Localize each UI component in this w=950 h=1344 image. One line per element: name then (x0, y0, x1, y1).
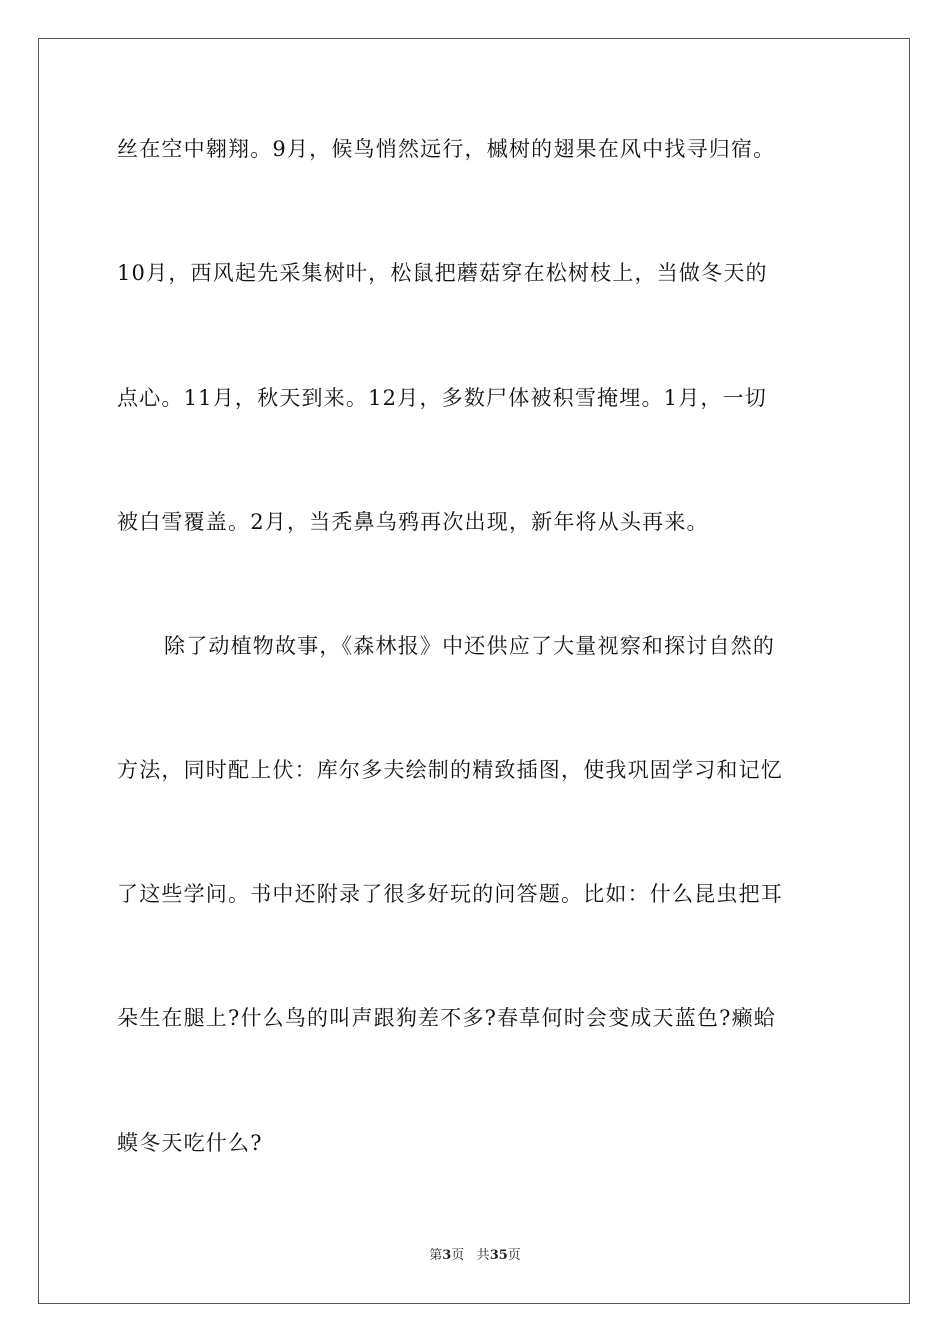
footer-total-pages: 35 (489, 1248, 508, 1263)
page-border (38, 38, 910, 1304)
body-line-6: 方法，同时配上伏：库尔多夫绘制的精致插图，使我巩固学习和记忆 (117, 758, 783, 782)
footer-total-prefix: 共 (476, 1248, 490, 1263)
footer-page-number: 3 (442, 1248, 452, 1263)
body-line-1: 丝在空中翱翔。9月，候鸟悄然远行，槭树的翅果在风中找寻归宿。 (117, 137, 776, 161)
body-line-3: 点心。11月，秋天到来。12月，多数尸体被积雪掩埋。1月，一切 (117, 386, 768, 410)
footer-page-prefix: 第 (429, 1248, 443, 1263)
body-line-5: 除了动植物故事，《森林报》中还供应了大量视察和探讨自然的 (164, 634, 776, 658)
body-line-4: 被白雪覆盖。2月，当秃鼻乌鸦再次出现，新年将从头再来。 (117, 510, 709, 534)
body-line-7: 了这些学问。书中还附录了很多好玩的问答题。比如：什么昆虫把耳 (117, 882, 783, 906)
footer-total-suffix: 页 (507, 1248, 521, 1263)
body-line-9: 蟆冬天吃什么? (117, 1131, 263, 1155)
body-line-8: 朵生在腿上?什么鸟的叫声跟狗差不多?春草何时会变成天蓝色?癞蛤 (117, 1006, 776, 1030)
body-line-2: 10月，西风起先采集树叶，松鼠把蘑菇穿在松树枝上，当做冬天的 (117, 261, 768, 285)
page-footer (0, 1247, 950, 1265)
footer-page-suffix: 页 (451, 1248, 465, 1263)
